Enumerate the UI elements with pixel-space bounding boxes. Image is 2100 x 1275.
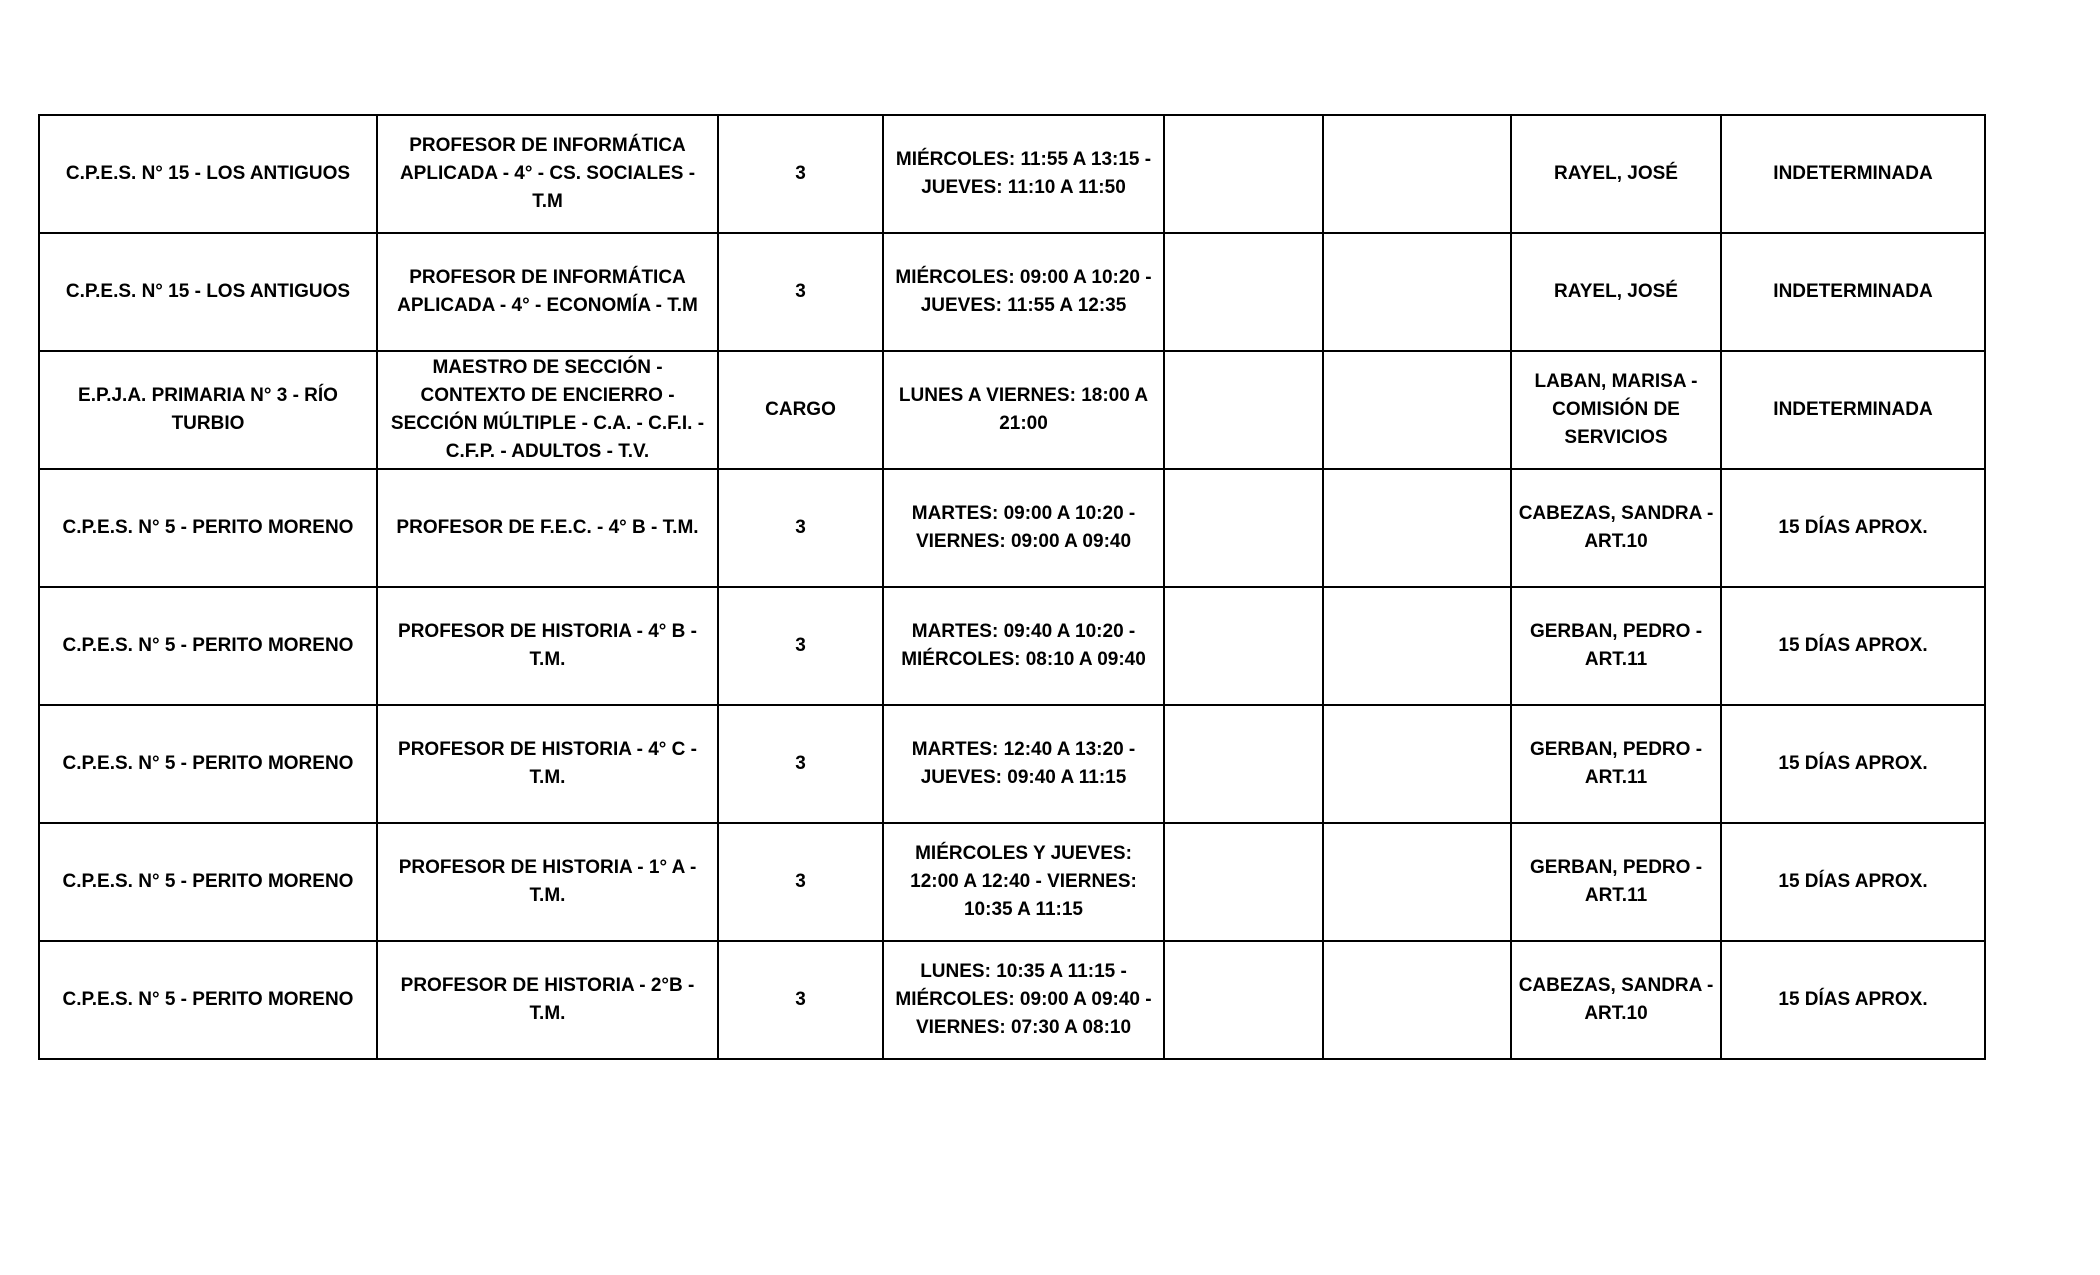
cell-horas: 3 [718, 115, 883, 233]
cell-escuela: C.P.E.S. N° 5 - PERITO MORENO [39, 587, 377, 705]
cell-duracion: INDETERMINADA [1721, 115, 1985, 233]
cell-empty-2 [1323, 351, 1511, 469]
cell-horas: 3 [718, 941, 883, 1059]
cell-empty-2 [1323, 115, 1511, 233]
cell-titular: CABEZAS, SANDRA - ART.10 [1511, 469, 1721, 587]
cell-cargo: PROFESOR DE INFORMÁTICA APLICADA - 4° - CS. SOCIALES - T.M [377, 115, 718, 233]
cell-titular: GERBAN, PEDRO - ART.11 [1511, 587, 1721, 705]
cell-titular: LABAN, MARISA - COMISIÓN DE SERVICIOS [1511, 351, 1721, 469]
cell-empty-1 [1164, 823, 1323, 941]
table-row [39, 587, 1985, 705]
cell-empty-2 [1323, 233, 1511, 351]
table-row [39, 469, 1985, 587]
table-row [39, 351, 1985, 469]
cell-duracion: 15 DÍAS APROX. [1721, 587, 1985, 705]
cell-empty-2 [1323, 587, 1511, 705]
cell-cargo: PROFESOR DE HISTORIA - 4° B - T.M. [377, 587, 718, 705]
cell-empty-1 [1164, 351, 1323, 469]
cell-horario: MARTES: 12:40 A 13:20 - JUEVES: 09:40 A 11:15 [883, 705, 1164, 823]
cell-horas: 3 [718, 233, 883, 351]
cell-horas: CARGO [718, 351, 883, 469]
cell-horario: MIÉRCOLES: 09:00 A 10:20 - JUEVES: 11:55 A 12:35 [883, 233, 1164, 351]
cell-cargo: PROFESOR DE HISTORIA - 2°B - T.M. [377, 941, 718, 1059]
cell-duracion: 15 DÍAS APROX. [1721, 469, 1985, 587]
cell-horario: MIÉRCOLES: 11:55 A 13:15 - JUEVES: 11:10 A 11:50 [883, 115, 1164, 233]
cell-empty-1 [1164, 587, 1323, 705]
cell-horario: LUNES A VIERNES: 18:00 A 21:00 [883, 351, 1164, 469]
cell-escuela: C.P.E.S. N° 5 - PERITO MORENO [39, 941, 377, 1059]
cell-empty-1 [1164, 115, 1323, 233]
table-row [39, 823, 1985, 941]
cell-empty-1 [1164, 941, 1323, 1059]
cell-horario: MARTES: 09:40 A 10:20 - MIÉRCOLES: 08:10 A 09:40 [883, 587, 1164, 705]
cell-cargo: PROFESOR DE HISTORIA - 4° C - T.M. [377, 705, 718, 823]
cell-escuela: C.P.E.S. N° 15 - LOS ANTIGUOS [39, 115, 377, 233]
cell-empty-1 [1164, 233, 1323, 351]
cell-duracion: 15 DÍAS APROX. [1721, 823, 1985, 941]
table-row [39, 115, 1985, 233]
cell-empty-2 [1323, 469, 1511, 587]
cell-titular: CABEZAS, SANDRA - ART.10 [1511, 941, 1721, 1059]
cell-escuela: C.P.E.S. N° 5 - PERITO MORENO [39, 823, 377, 941]
cell-horario: MIÉRCOLES Y JUEVES: 12:00 A 12:40 - VIERNES: 10:35 A 11:15 [883, 823, 1164, 941]
cell-titular: GERBAN, PEDRO - ART.11 [1511, 705, 1721, 823]
cell-titular: RAYEL, JOSÉ [1511, 115, 1721, 233]
cell-cargo: PROFESOR DE HISTORIA - 1° A - T.M. [377, 823, 718, 941]
cell-horas: 3 [718, 587, 883, 705]
cell-duracion: INDETERMINADA [1721, 233, 1985, 351]
cell-empty-2 [1323, 823, 1511, 941]
cell-escuela: C.P.E.S. N° 5 - PERITO MORENO [39, 469, 377, 587]
cell-duracion: 15 DÍAS APROX. [1721, 705, 1985, 823]
cell-empty-1 [1164, 469, 1323, 587]
table-row [39, 941, 1985, 1059]
cell-empty-2 [1323, 941, 1511, 1059]
cell-empty-1 [1164, 705, 1323, 823]
vacancy-table [38, 114, 1986, 1060]
cell-horas: 3 [718, 823, 883, 941]
table-row [39, 233, 1985, 351]
cell-escuela: E.P.J.A. PRIMARIA N° 3 - RÍO TURBIO [39, 351, 377, 469]
cell-duracion: INDETERMINADA [1721, 351, 1985, 469]
cell-empty-2 [1323, 705, 1511, 823]
cell-cargo: PROFESOR DE INFORMÁTICA APLICADA - 4° - ECONOMÍA - T.M [377, 233, 718, 351]
cell-horario: MARTES: 09:00 A 10:20 - VIERNES: 09:00 A 09:40 [883, 469, 1164, 587]
cell-cargo: PROFESOR DE F.E.C. - 4° B - T.M. [377, 469, 718, 587]
cell-cargo: MAESTRO DE SECCIÓN - CONTEXTO DE ENCIERRO - SECCIÓN MÚLTIPLE - C.A. - C.F.I. - C.F.P. - ADULTOS - T.V. [377, 351, 718, 469]
cell-duracion: 15 DÍAS APROX. [1721, 941, 1985, 1059]
cell-escuela: C.P.E.S. N° 15 - LOS ANTIGUOS [39, 233, 377, 351]
cell-horas: 3 [718, 705, 883, 823]
table-row [39, 705, 1985, 823]
cell-escuela: C.P.E.S. N° 5 - PERITO MORENO [39, 705, 377, 823]
cell-titular: RAYEL, JOSÉ [1511, 233, 1721, 351]
document-sheet [38, 114, 1986, 1060]
cell-horario: LUNES: 10:35 A 11:15 - MIÉRCOLES: 09:00 A 09:40 - VIERNES: 07:30 A 08:10 [883, 941, 1164, 1059]
cell-titular: GERBAN, PEDRO - ART.11 [1511, 823, 1721, 941]
cell-horas: 3 [718, 469, 883, 587]
